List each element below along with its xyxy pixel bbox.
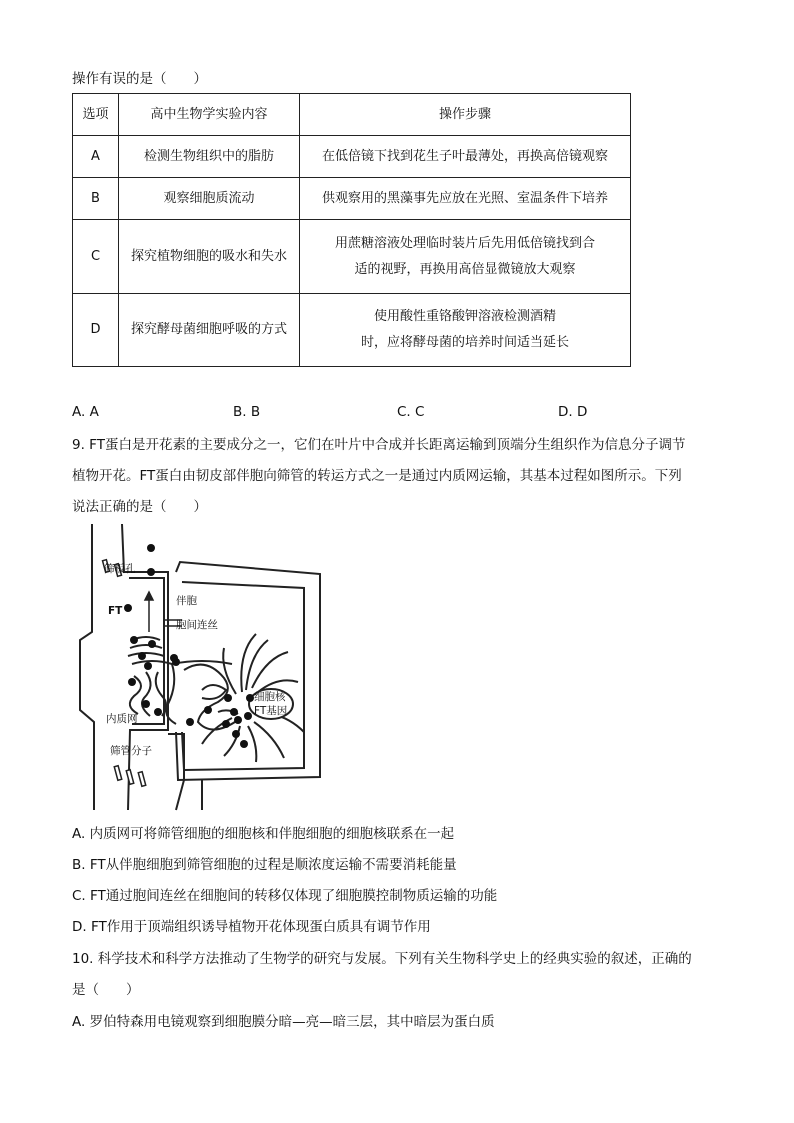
label-companion-cell: 伴胞: [176, 595, 197, 607]
table-header-cell: 操作步骤: [300, 94, 631, 136]
step-line: 用蔗糖溶液处理临时装片后先用低倍镜找到合: [334, 235, 595, 251]
q8-tail: 操作有误的是（ ）: [72, 71, 207, 87]
q8-option-a[interactable]: A. A: [72, 404, 99, 420]
ft-transport-figure: [72, 522, 322, 812]
step-line: 在低倍镜下找到花生子叶最薄处，再换高倍镜观察: [321, 148, 608, 164]
step-line: 适的视野，再换用高倍显微镜放大观察: [354, 261, 576, 277]
option-cell: D: [73, 294, 119, 367]
q9-stem-line: 说法正确的是（ ）: [72, 499, 207, 515]
sieve-tube-left-wall: [80, 524, 94, 810]
q8-option-d[interactable]: D. D: [558, 404, 588, 420]
companion-cell-outer-wall: [176, 562, 320, 780]
table-header-cell: 选项: [73, 94, 119, 136]
label-ft: FT: [108, 605, 123, 617]
label-ft-gene: FT基因: [254, 705, 288, 717]
option-cell: A: [73, 136, 119, 178]
step-cell: [300, 220, 631, 294]
table-row: [73, 220, 631, 294]
table-row: [73, 136, 631, 178]
up-arrow: [145, 592, 153, 632]
label-er: 内质网: [106, 713, 138, 725]
q10-stem-line: 是（ ）: [72, 982, 140, 998]
step-line: 使用酸性重铬酸钾溶液检测酒精: [373, 309, 556, 324]
q8-option-c[interactable]: C. C: [397, 404, 425, 420]
q9-option-c[interactable]: C. FT通过胞间连丝在细胞间的转移仅体现了细胞膜控制物质运输的功能: [72, 888, 498, 904]
q8-option-b[interactable]: B. B: [233, 404, 261, 420]
table-row: [73, 294, 631, 367]
table-row: [73, 178, 631, 220]
step-line: 供观察用的黑藻事先应放在光照、室温条件下培养: [321, 190, 608, 206]
step-cell: [300, 136, 631, 178]
q9-option-b[interactable]: B. FT从伴胞细胞到筛管细胞的过程是顺浓度运输不需要消耗能量: [72, 857, 457, 873]
content-cell: 观察细胞质流动: [119, 178, 300, 220]
endoplasmic-reticulum: [128, 637, 238, 730]
step-line: 时，应将酵母菌的培养时间适当延长: [360, 335, 569, 350]
experiment-table: [72, 93, 631, 367]
label-sieve-molecule: 筛管分子: [110, 745, 152, 757]
step-cell: [300, 178, 631, 220]
step-cell: [300, 294, 631, 367]
label-nucleus: 细胞核: [254, 691, 286, 703]
content-cell: 检测生物组织中的脂肪: [119, 136, 300, 178]
q9-option-a[interactable]: A. 内质网可将筛管细胞的细胞核和伴胞细胞的细胞核联系在一起: [72, 826, 455, 842]
option-cell: B: [73, 178, 119, 220]
label-sieve-plate: 筛板孔: [104, 563, 136, 575]
table-header-row: [73, 94, 631, 136]
content-cell: 探究酵母菌细胞呼吸的方式: [119, 294, 300, 367]
label-plasmodesmata: 胞间连丝: [176, 619, 218, 631]
content-cell: 探究植物细胞的吸水和失水: [119, 220, 300, 294]
q10-stem-line: 10. 科学技术和科学方法推动了生物学的研究与发展。下列有关生物科学史上的经典实验的叙述，正确的: [72, 951, 692, 967]
q9-stem-line: 植物开花。FT蛋白由韧皮部伴胞向筛管的转运方式之一是通过内质网运输，其基本过程如图所示。下列: [72, 468, 682, 484]
option-cell: C: [73, 220, 119, 294]
q8-options: [72, 404, 632, 424]
q9-stem-line: 9. FT蛋白是开花素的主要成分之一，它们在叶片中合成并长距离运输到顶端分生组织作为信息分子调节: [72, 437, 686, 453]
q9-option-d[interactable]: D. FT作用于顶端组织诱导植物开花体现蛋白质具有调节作用: [72, 919, 431, 935]
table-header-cell: 高中生物学实验内容: [119, 94, 300, 136]
q10-option-a[interactable]: A. 罗伯特森用电镜观察到细胞膜分暗—亮—暗三层，其中暗层为蛋白质: [72, 1014, 495, 1030]
